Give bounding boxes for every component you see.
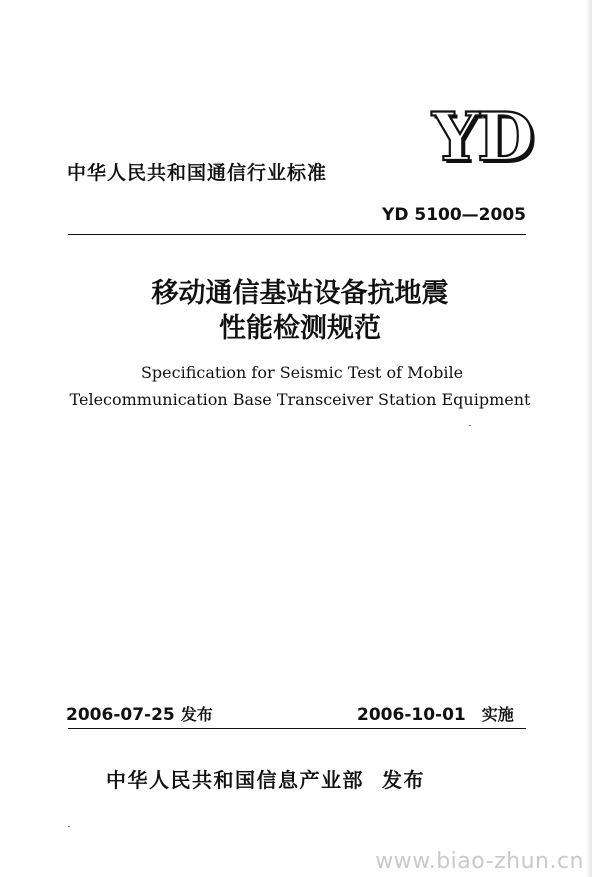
- publisher-name: 中华人民共和国信息产业部: [106, 768, 364, 792]
- issue-label: 发布: [180, 705, 213, 724]
- header-divider: [68, 234, 526, 235]
- scan-speck: [68, 826, 70, 827]
- title-cn-line2: 性能检测规范: [219, 313, 381, 344]
- site-watermark: www.biao-zhun.cn: [375, 849, 584, 874]
- title-cn-line1: 移动通信基站设备抗地震: [151, 278, 449, 309]
- implement-date-block: [357, 702, 514, 725]
- publisher-action: 发布: [382, 768, 425, 792]
- title-en-line1: Specification for Seismic Test of Mobile: [140, 363, 464, 382]
- issue-date-block: [66, 702, 213, 725]
- implement-date: 2006-10-01: [357, 705, 466, 725]
- page-edge-shadow: [586, 0, 592, 877]
- yd-logo: YD: [432, 98, 533, 176]
- publisher-block: [106, 764, 425, 793]
- issue-date: 2006-07-25: [66, 705, 175, 725]
- implement-label: 实施: [481, 705, 514, 724]
- footer-divider: [68, 728, 526, 729]
- scan-speck: [469, 425, 471, 426]
- standard-number: YD 5100—2005: [382, 205, 526, 225]
- title-en-line2: Telecommunication Base Transceiver Station Equipment: [69, 390, 531, 409]
- standard-category: 中华人民共和国通信行业标准: [67, 162, 328, 184]
